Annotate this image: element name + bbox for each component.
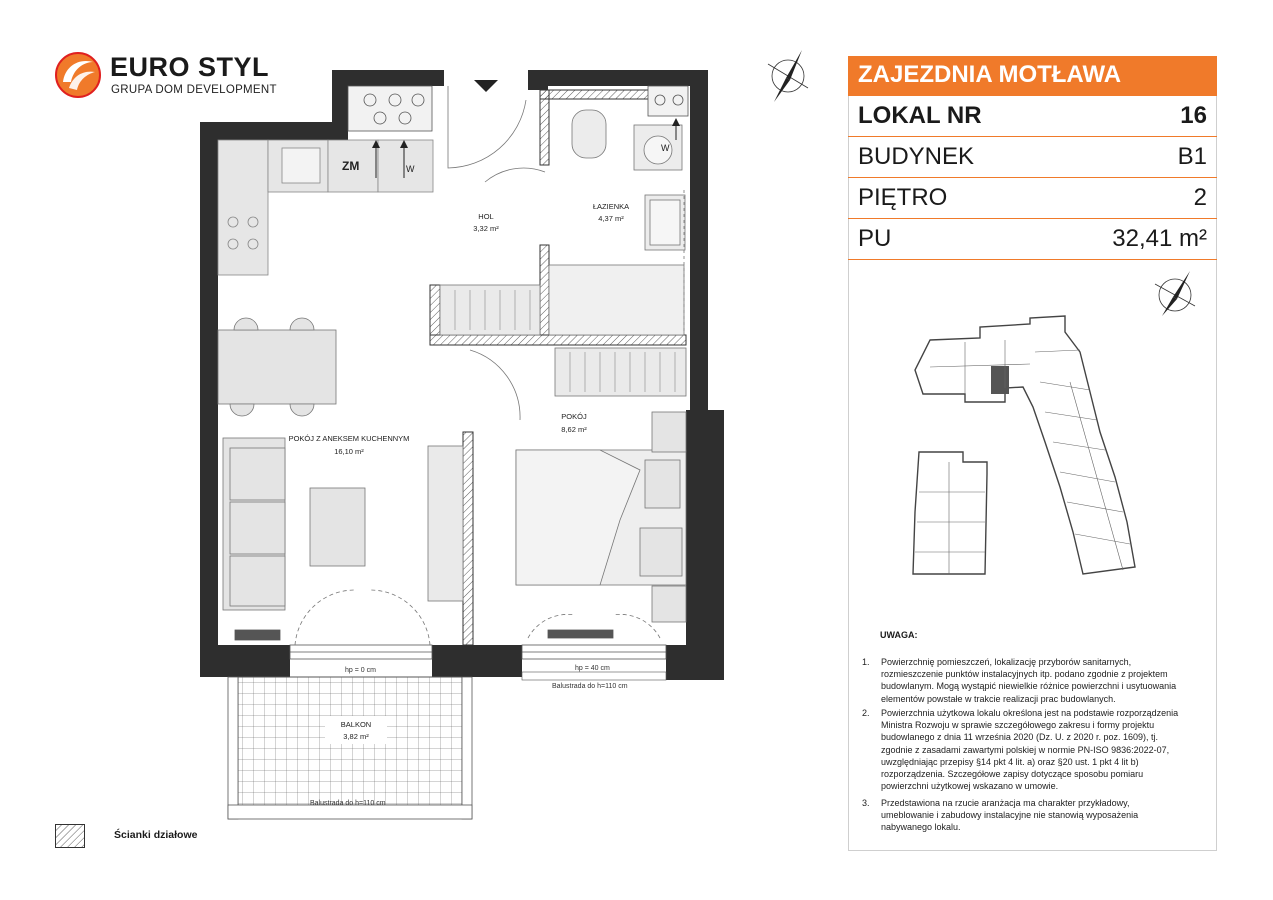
info-value-pietro: 2 <box>1193 184 1207 211</box>
note-line: Powierzchnia użytkowa lokalu określona jest na podstawie rozporządzenia <box>881 708 1179 718</box>
logo-flame-icon <box>55 52 101 98</box>
note-2-number: 2. <box>862 708 870 718</box>
note-3 <box>862 797 1202 837</box>
info-row-budynek <box>848 137 1217 178</box>
note-line: zgodnie z zasadami zawartymi polskiej w normie PN-ISO 9836:2022-07, <box>881 744 1170 755</box>
note-line: nabywanego lokalu. <box>881 822 961 833</box>
site-plan <box>905 312 1145 582</box>
info-label-pu: PU <box>858 225 892 252</box>
balustrade-window: Balustrada do h=110 cm <box>552 683 628 690</box>
room-area-pokoj-aneks: 16,10 m² <box>334 447 364 456</box>
info-label-lokal: LOKAL NR <box>858 102 982 129</box>
info-row-lokal <box>848 96 1217 137</box>
note-line: Powierzchnię pomieszczeń, lokalizację przyborów sanitarnych, <box>881 657 1132 667</box>
balustrade-balcony: Balustrada do h=110 cm <box>310 800 386 807</box>
hp-window: hp = 40 cm <box>575 665 610 672</box>
balcony <box>228 677 472 819</box>
room-area-balkon: 3,82 m² <box>343 732 369 741</box>
note-line: powierzchni użytkowej wskazano w umowie. <box>881 781 1059 792</box>
w-label-bath: W <box>661 143 670 153</box>
note-line: rozmieszczenie punktów instalacyjnych itp. podano zgodnie z projektem <box>881 669 1168 680</box>
note-line: rozporządzenia. Szczegółowe zapisy dotyczące sposobu pomiaru <box>881 769 1144 780</box>
hp-balcony-door: hp = 0 cm <box>345 667 376 674</box>
entrance-arrow-icon <box>474 80 498 92</box>
room-name-pokoj-aneks: POKÓJ Z ANEKSEM KUCHENNYM <box>288 434 410 443</box>
brand-subtitle: GRUPA DOM DEVELOPMENT <box>111 84 277 96</box>
room-name-hol: HOL <box>478 212 494 221</box>
w-label-kitchen: W <box>406 164 415 174</box>
info-row-pu <box>848 219 1217 260</box>
notes-title: UWAGA: <box>880 630 918 640</box>
project-name: ZAJEZDNIA MOTŁAWA <box>848 56 1217 96</box>
note-line: elementów powstałe w trakcie realizacji prac budowlanych. <box>881 693 1116 704</box>
legend-label: Ścianki działowe <box>114 829 198 841</box>
room-name-pokoj: POKÓJ <box>561 412 587 421</box>
info-value-lokal: 16 <box>1180 102 1207 129</box>
room-area-pokoj: 8,62 m² <box>561 425 587 434</box>
note-line: Ministra Rozwoju w sprawie szczegółowego zakresu i formy projektu <box>881 720 1155 731</box>
site-compass-icon <box>1150 268 1200 318</box>
north-compass-icon <box>762 46 814 104</box>
note-line: budowlanego z dnia 11 września 2020 (Dz. U. z 2020 r. poz. 1609), tj. <box>881 732 1158 743</box>
room-name-balkon: BALKON <box>340 720 372 729</box>
note-3-number: 3. <box>862 798 870 808</box>
partition-wall-swatch-icon <box>55 824 85 848</box>
brand-name: EURO STYL <box>110 52 270 82</box>
floor-plan <box>195 60 730 830</box>
info-value-pu: 32,41 m² <box>1112 225 1207 252</box>
info-label-pietro: PIĘTRO <box>858 184 948 211</box>
note-1-number: 1. <box>862 657 870 667</box>
note-1 <box>862 656 1202 706</box>
zm-label: ZM <box>342 159 360 173</box>
info-row-pietro <box>848 178 1217 219</box>
info-label-budynek: BUDYNEK <box>858 143 975 170</box>
note-line: Przedstawiona na rzucie aranżacja ma charakter przykładowy, <box>881 798 1130 808</box>
note-2 <box>862 707 1202 795</box>
bed <box>516 412 686 622</box>
note-line: uwzględniając przepisy §14 pkt 4 lit. a) oraz §20 ust. 1 pkt 4 lit b) <box>881 756 1139 767</box>
info-value-budynek: B1 <box>1177 143 1207 170</box>
dining-table <box>218 318 336 416</box>
note-line: budowlanym. Mogą wystąpić niewielkie różnice powierzchni i usytuowania <box>881 681 1177 692</box>
note-line: umeblowanie i zabudowy instalacyjne nie stanowią wyposażenia <box>881 810 1139 821</box>
room-area-hol: 3,32 m² <box>473 224 499 233</box>
room-area-lazienka: 4,37 m² <box>598 214 624 223</box>
room-name-lazienka: ŁAZIENKA <box>592 202 630 211</box>
